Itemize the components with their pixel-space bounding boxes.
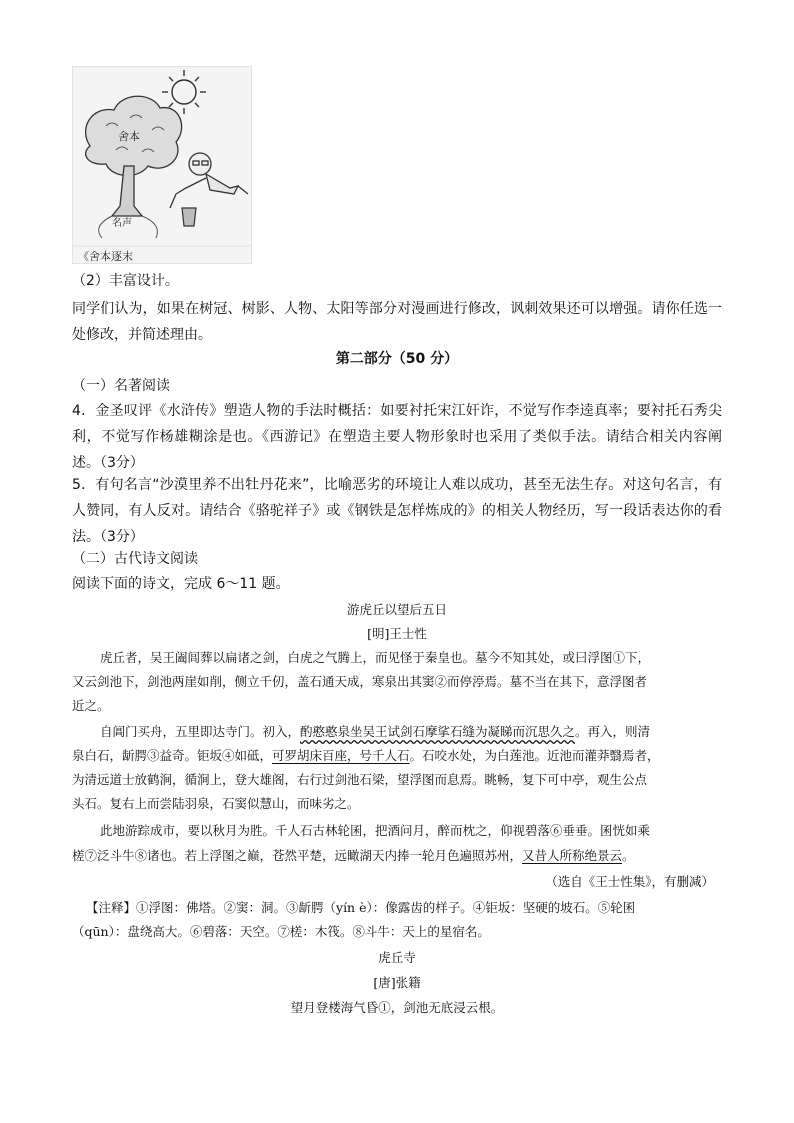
passage-text: 。 [622, 848, 635, 863]
cartoon-figure [72, 66, 252, 264]
passage-text: 自阊门买舟，五里即达寺门。初入， [100, 724, 301, 739]
question-3-2-label: （2）丰富设计。 [72, 273, 179, 289]
passage-p2-line3: 为清远道士放鹤涧，循涧上，登大雄阁，右行过剑池石梁，望浮图而息焉。眺畅，复下可中亭，观生公点 [72, 772, 648, 787]
poem-line-1: 望月登楼海气昏①，剑池无底浸云根。 [290, 1000, 504, 1015]
passage-p1-line1: 虎丘者，吴王阖闾葬以扁诸之剑，白虎之气腾上，而见怪于秦皇也。墓今不知其处，或曰浮图①下， [100, 650, 651, 665]
underlined-sentence: 又昔人所称绝景云 [522, 848, 623, 863]
underlined-sentence: 可罗胡床百座，号千人石 [272, 748, 410, 763]
passage-p1-line3: 近之。 [72, 698, 110, 713]
question-3-2-text: 同学们认为，如果在树冠、树影、人物、太阳等部分对漫画进行修改，讽刺效果还可以增强。请你任选一处修改，并简述理由。 [72, 301, 722, 343]
passage-p2-line2 [72, 746, 660, 764]
passage-p2-line1 [100, 722, 650, 740]
tree-label: 舍本 [118, 130, 140, 143]
poem-author: [唐]张籍 [373, 975, 421, 990]
cartoon-caption: 《舍本逐末 [78, 250, 133, 263]
part-2-title: 第二部分（50 分） [335, 351, 459, 367]
question-4: 4．金圣叹评《水浒传》塑造人物的手法时概括：如要衬托宋江奸诈，不觉写作李逵真率；要衬托石秀尖利，不觉写作杨雄糊涂是也。《西游记》在塑造主要人物形象时也采用了类似手法。请结合相关内容阐述。（3分） [72, 403, 722, 471]
passage-text: 。石咬水处，为白莲池。近池而灌莽翳焉者， [409, 748, 660, 763]
passage-text: 槎⑦泛斗牛⑧诸也。若上浮图之巅，苍然平楚，远瞰湖天内捧一轮月色遍照苏州， [72, 848, 523, 863]
paint-bucket-icon [182, 208, 196, 226]
passage-p1-line2: 又云剑池下，剑池两崖如削，侧立千仞，盖石通天成，寒泉出其窦②而停渟焉。墓不当在其下，意浮图者 [72, 674, 648, 689]
notes-line1: 【注释】①浮图：佛塔。②窦：洞。③龂腭（yín è）：像露齿的样子。④钜坂：坚硬的坡石。⑤轮囷 [86, 900, 636, 915]
passage-title: 游虎丘以望后五日 [346, 602, 447, 617]
ground-label: 名声 [112, 218, 132, 229]
passage-p3-line1: 此地游踪成市，要以秋月为胜。千人石古林轮囷，把酒问月，醉而枕之，仰视碧落⑥垂垂。囷恍如乘 [100, 823, 651, 838]
section-1-heading: （一）名著阅读 [72, 378, 170, 394]
passage-author: [明]王士性 [367, 626, 427, 641]
passage-p3-line2 [72, 846, 635, 864]
question-5: 5．有句名言“沙漠里养不出牡丹花来”，比喻恶劣的环境让人难以成功，甚至无法生存。对这句名言，有人赞同，有人反对。请结合《骆驼祥子》或《钢铁是怎样炼成的》的相关人物经历，写一段话表达你的看法。（3分） [72, 477, 722, 545]
passage-text: 泉白石，龂腭③益奇。钜坂④如砥， [72, 748, 273, 763]
passage-source: （选自《王士性集》，有删减） [545, 874, 714, 889]
passage-p2-line4: 头石。复右上而尝陆羽泉，石窦似慧山，而味劣之。 [72, 796, 360, 811]
reading-instruction: 阅读下面的诗文，完成 6～11 题。 [72, 576, 290, 592]
wavy-underlined-sentence: 酌憨憨泉坐吴王试剑石摩挲石缝为凝睇而沉思久之 [300, 724, 576, 739]
poem-title: 虎丘寺 [378, 950, 416, 965]
notes-line2: （qūn）：盘绕高大。⑥碧落：天空。⑦槎：木筏。⑧斗牛：天上的星宿名。 [72, 924, 490, 939]
cartoon-drawing [72, 66, 252, 264]
section-2-heading: （二）古代诗文阅读 [72, 551, 198, 567]
passage-text: 。再入，则清 [575, 724, 651, 739]
